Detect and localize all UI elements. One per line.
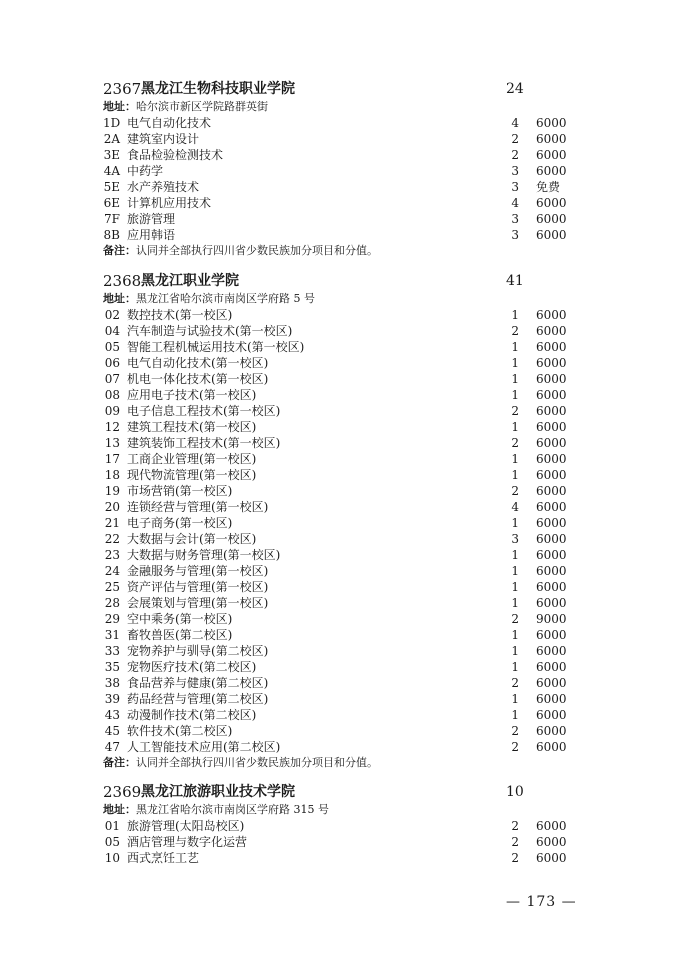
major-code: 23 bbox=[104, 548, 120, 562]
school-address bbox=[0, 802, 680, 818]
address-label: 地址： bbox=[103, 803, 136, 816]
major-row bbox=[0, 707, 680, 723]
school-block bbox=[0, 79, 680, 259]
major-row bbox=[0, 595, 680, 611]
major-plan-count: 1 bbox=[511, 356, 519, 370]
major-plan-count: 4 bbox=[511, 116, 519, 130]
major-plan-count: 4 bbox=[511, 196, 519, 210]
major-row bbox=[0, 547, 680, 563]
major-fee: 6000 bbox=[536, 228, 567, 242]
major-plan-count: 1 bbox=[511, 372, 519, 386]
major-fee: 6000 bbox=[536, 819, 567, 833]
major-name: 智能工程机械运用技术(第一校区) bbox=[127, 340, 305, 354]
major-name: 应用韩语 bbox=[127, 228, 176, 242]
major-fee: 9000 bbox=[536, 612, 567, 626]
school-header bbox=[0, 271, 680, 291]
major-name: 计算机应用技术 bbox=[127, 196, 212, 210]
major-fee: 6000 bbox=[536, 196, 567, 210]
major-name: 建筑装饰工程技术(第一校区) bbox=[127, 436, 281, 450]
major-row bbox=[0, 691, 680, 707]
major-row bbox=[0, 227, 680, 243]
major-row bbox=[0, 531, 680, 547]
major-row bbox=[0, 739, 680, 755]
major-code: 5E bbox=[103, 180, 120, 194]
major-fee: 6000 bbox=[536, 580, 567, 594]
major-plan-count: 3 bbox=[511, 180, 519, 194]
major-code: 21 bbox=[104, 516, 120, 530]
major-code: 29 bbox=[104, 612, 120, 626]
major-row bbox=[0, 147, 680, 163]
major-code: 05 bbox=[104, 340, 120, 354]
major-name: 电气自动化技术 bbox=[127, 116, 212, 130]
major-code: 19 bbox=[104, 484, 120, 498]
major-plan-count: 3 bbox=[511, 228, 519, 242]
major-name: 软件技术(第二校区) bbox=[127, 724, 233, 738]
major-fee: 6000 bbox=[536, 724, 567, 738]
major-name: 西式烹饪工艺 bbox=[127, 851, 200, 865]
note-text: 认同并全部执行四川省少数民族加分项目和分值。 bbox=[136, 244, 378, 257]
major-name: 现代物流管理(第一校区) bbox=[127, 468, 257, 482]
major-plan-count: 4 bbox=[511, 500, 519, 514]
major-code: 10 bbox=[104, 851, 120, 865]
major-row bbox=[0, 499, 680, 515]
major-code: 39 bbox=[104, 692, 120, 706]
note-text: 认同并全部执行四川省少数民族加分项目和分值。 bbox=[136, 756, 378, 769]
note-label: 备注： bbox=[103, 756, 136, 769]
major-row bbox=[0, 643, 680, 659]
major-fee: 6000 bbox=[536, 676, 567, 690]
major-plan-count: 2 bbox=[511, 851, 519, 865]
major-plan-count: 2 bbox=[511, 484, 519, 498]
major-name: 金融服务与管理(第一校区) bbox=[127, 564, 269, 578]
major-code: 8B bbox=[103, 228, 120, 242]
major-plan-count: 1 bbox=[511, 660, 519, 674]
major-code: 7F bbox=[104, 212, 120, 226]
major-row bbox=[0, 675, 680, 691]
address-text: 黑龙江省哈尔滨市南岗区学府路 315 号 bbox=[136, 803, 329, 816]
address-label: 地址： bbox=[103, 292, 136, 305]
major-name: 电气自动化技术(第一校区) bbox=[127, 356, 269, 370]
major-code: 25 bbox=[104, 580, 120, 594]
major-row bbox=[0, 403, 680, 419]
major-code: 45 bbox=[104, 724, 120, 738]
major-plan-count: 2 bbox=[511, 676, 519, 690]
school-note bbox=[0, 243, 680, 259]
major-fee: 6000 bbox=[536, 308, 567, 322]
page-number: — 173 — bbox=[506, 894, 577, 910]
major-fee: 6000 bbox=[536, 164, 567, 178]
major-name: 动漫制作技术(第二校区) bbox=[127, 708, 257, 722]
major-fee: 6000 bbox=[536, 132, 567, 146]
major-plan-count: 2 bbox=[511, 724, 519, 738]
major-name: 大数据与会计(第一校区) bbox=[127, 532, 257, 546]
major-name: 食品检验检测技术 bbox=[127, 148, 224, 162]
major-code: 33 bbox=[104, 644, 120, 658]
major-fee: 6000 bbox=[536, 436, 567, 450]
major-code: 38 bbox=[104, 676, 120, 690]
major-fee: 6000 bbox=[536, 388, 567, 402]
major-row bbox=[0, 115, 680, 131]
major-code: 08 bbox=[104, 388, 120, 402]
major-row bbox=[0, 371, 680, 387]
major-fee: 6000 bbox=[536, 628, 567, 642]
major-name: 大数据与财务管理(第一校区) bbox=[127, 548, 281, 562]
address-text: 哈尔滨市新区学院路群英街 bbox=[136, 100, 268, 113]
major-name: 空中乘务(第一校区) bbox=[127, 612, 233, 626]
major-row bbox=[0, 723, 680, 739]
major-row bbox=[0, 483, 680, 499]
major-fee: 6000 bbox=[536, 692, 567, 706]
major-code: 24 bbox=[104, 564, 120, 578]
major-fee: 6000 bbox=[536, 548, 567, 562]
major-plan-count: 3 bbox=[511, 212, 519, 226]
major-code: 04 bbox=[104, 324, 120, 338]
major-fee: 6000 bbox=[536, 148, 567, 162]
major-plan-count: 2 bbox=[511, 148, 519, 162]
school-address bbox=[0, 99, 680, 115]
major-row bbox=[0, 211, 680, 227]
note-label: 备注： bbox=[103, 244, 136, 257]
major-name: 畜牧兽医(第二校区) bbox=[127, 628, 233, 642]
major-name: 中药学 bbox=[127, 164, 164, 178]
school-code: 2367 bbox=[103, 80, 142, 98]
major-row bbox=[0, 818, 680, 834]
major-plan-count: 1 bbox=[511, 564, 519, 578]
major-fee: 6000 bbox=[536, 404, 567, 418]
major-plan-count: 1 bbox=[511, 580, 519, 594]
major-row bbox=[0, 515, 680, 531]
major-plan-count: 2 bbox=[511, 612, 519, 626]
school-code: 2369 bbox=[103, 783, 142, 801]
major-code: 06 bbox=[104, 356, 120, 370]
major-row bbox=[0, 467, 680, 483]
major-row bbox=[0, 163, 680, 179]
major-fee: 6000 bbox=[536, 420, 567, 434]
major-row bbox=[0, 850, 680, 866]
major-plan-count: 2 bbox=[511, 835, 519, 849]
major-name: 旅游管理 bbox=[127, 212, 176, 226]
major-plan-count: 1 bbox=[511, 596, 519, 610]
major-fee: 6000 bbox=[536, 324, 567, 338]
major-name: 电子信息工程技术(第一校区) bbox=[127, 404, 281, 418]
major-fee: 6000 bbox=[536, 644, 567, 658]
major-name: 食品营养与健康(第二校区) bbox=[127, 676, 269, 690]
school-header bbox=[0, 782, 680, 802]
major-code: 43 bbox=[104, 708, 120, 722]
major-row bbox=[0, 659, 680, 675]
major-row bbox=[0, 579, 680, 595]
major-plan-count: 3 bbox=[511, 164, 519, 178]
major-row bbox=[0, 435, 680, 451]
major-row bbox=[0, 307, 680, 323]
major-plan-count: 1 bbox=[511, 708, 519, 722]
major-name: 宠物养护与驯导(第二校区) bbox=[127, 644, 269, 658]
major-fee: 6000 bbox=[536, 596, 567, 610]
major-code: 28 bbox=[104, 596, 120, 610]
major-plan-count: 1 bbox=[511, 692, 519, 706]
major-name: 汽车制造与试验技术(第一校区) bbox=[127, 324, 293, 338]
major-plan-count: 2 bbox=[511, 819, 519, 833]
school-name: 黑龙江职业学院 bbox=[141, 273, 239, 289]
major-row bbox=[0, 323, 680, 339]
major-fee: 6000 bbox=[536, 660, 567, 674]
major-name: 工商企业管理(第一校区) bbox=[127, 452, 257, 466]
school-name: 黑龙江旅游职业技术学院 bbox=[141, 784, 295, 800]
major-plan-count: 2 bbox=[511, 436, 519, 450]
major-plan-count: 1 bbox=[511, 420, 519, 434]
major-code: 22 bbox=[104, 532, 120, 546]
major-code: 2A bbox=[103, 132, 120, 146]
major-row bbox=[0, 627, 680, 643]
major-row bbox=[0, 611, 680, 627]
major-name: 宠物医疗技术(第二校区) bbox=[127, 660, 257, 674]
major-row bbox=[0, 563, 680, 579]
school-name: 黑龙江生物科技职业学院 bbox=[141, 81, 295, 97]
school-note bbox=[0, 755, 680, 771]
major-name: 资产评估与管理(第一校区) bbox=[127, 580, 269, 594]
major-plan-count: 1 bbox=[511, 388, 519, 402]
major-name: 数控技术(第一校区) bbox=[127, 308, 233, 322]
major-name: 酒店管理与数字化运营 bbox=[127, 835, 248, 849]
major-code: 17 bbox=[104, 452, 120, 466]
major-code: 01 bbox=[104, 819, 120, 833]
major-code: 3E bbox=[103, 148, 120, 162]
major-fee: 6000 bbox=[536, 116, 567, 130]
major-name: 水产养殖技术 bbox=[127, 180, 200, 194]
major-name: 旅游管理(太阳岛校区) bbox=[127, 819, 245, 833]
major-plan-count: 1 bbox=[511, 308, 519, 322]
major-name: 药品经营与管理(第二校区) bbox=[127, 692, 269, 706]
school-address bbox=[0, 291, 680, 307]
major-code: 13 bbox=[104, 436, 120, 450]
major-code: 05 bbox=[104, 835, 120, 849]
major-row bbox=[0, 179, 680, 195]
school-block bbox=[0, 782, 680, 866]
major-fee: 6000 bbox=[536, 835, 567, 849]
major-fee: 6000 bbox=[536, 851, 567, 865]
major-name: 机电一体化技术(第一校区) bbox=[127, 372, 269, 386]
major-plan-count: 3 bbox=[511, 532, 519, 546]
major-fee: 6000 bbox=[536, 532, 567, 546]
major-name: 连锁经营与管理(第一校区) bbox=[127, 500, 269, 514]
major-plan-count: 1 bbox=[511, 340, 519, 354]
major-plan-count: 2 bbox=[511, 740, 519, 754]
school-total-plan: 24 bbox=[506, 81, 524, 97]
major-plan-count: 1 bbox=[511, 644, 519, 658]
school-code: 2368 bbox=[103, 272, 142, 290]
major-name: 市场营销(第一校区) bbox=[127, 484, 233, 498]
major-row bbox=[0, 451, 680, 467]
major-name: 建筑室内设计 bbox=[127, 132, 200, 146]
major-code: 18 bbox=[104, 468, 120, 482]
major-plan-count: 1 bbox=[511, 548, 519, 562]
major-plan-count: 1 bbox=[511, 452, 519, 466]
major-plan-count: 1 bbox=[511, 516, 519, 530]
major-name: 应用电子技术(第一校区) bbox=[127, 388, 257, 402]
major-name: 电子商务(第一校区) bbox=[127, 516, 233, 530]
major-name: 人工智能技术应用(第二校区) bbox=[127, 740, 281, 754]
major-row bbox=[0, 131, 680, 147]
major-code: 35 bbox=[104, 660, 120, 674]
major-name: 建筑工程技术(第一校区) bbox=[127, 420, 257, 434]
major-fee: 6000 bbox=[536, 500, 567, 514]
school-total-plan: 41 bbox=[506, 273, 524, 289]
major-row bbox=[0, 387, 680, 403]
address-label: 地址： bbox=[103, 100, 136, 113]
major-fee: 6000 bbox=[536, 340, 567, 354]
major-row bbox=[0, 339, 680, 355]
major-plan-count: 2 bbox=[511, 132, 519, 146]
major-fee: 免费 bbox=[536, 180, 561, 194]
major-fee: 6000 bbox=[536, 740, 567, 754]
major-row bbox=[0, 834, 680, 850]
major-fee: 6000 bbox=[536, 484, 567, 498]
address-text: 黑龙江省哈尔滨市南岗区学府路 5 号 bbox=[136, 292, 315, 305]
school-total-plan: 10 bbox=[506, 784, 524, 800]
major-code: 12 bbox=[104, 420, 120, 434]
major-code: 1D bbox=[103, 116, 121, 130]
school-header bbox=[0, 79, 680, 99]
major-code: 07 bbox=[104, 372, 120, 386]
major-code: 47 bbox=[104, 740, 120, 754]
major-code: 20 bbox=[104, 500, 120, 514]
major-fee: 6000 bbox=[536, 356, 567, 370]
major-fee: 6000 bbox=[536, 212, 567, 226]
major-name: 会展策划与管理(第一校区) bbox=[127, 596, 269, 610]
major-row bbox=[0, 355, 680, 371]
major-code: 4A bbox=[103, 164, 120, 178]
major-fee: 6000 bbox=[536, 372, 567, 386]
major-fee: 6000 bbox=[536, 452, 567, 466]
major-fee: 6000 bbox=[536, 564, 567, 578]
major-row bbox=[0, 195, 680, 211]
major-code: 09 bbox=[104, 404, 120, 418]
major-plan-count: 1 bbox=[511, 628, 519, 642]
major-fee: 6000 bbox=[536, 516, 567, 530]
school-block bbox=[0, 271, 680, 771]
major-code: 6E bbox=[103, 196, 120, 210]
major-plan-count: 2 bbox=[511, 324, 519, 338]
major-fee: 6000 bbox=[536, 468, 567, 482]
major-code: 02 bbox=[104, 308, 120, 322]
major-fee: 6000 bbox=[536, 708, 567, 722]
major-plan-count: 1 bbox=[511, 468, 519, 482]
major-code: 31 bbox=[104, 628, 120, 642]
major-row bbox=[0, 419, 680, 435]
major-plan-count: 2 bbox=[511, 404, 519, 418]
